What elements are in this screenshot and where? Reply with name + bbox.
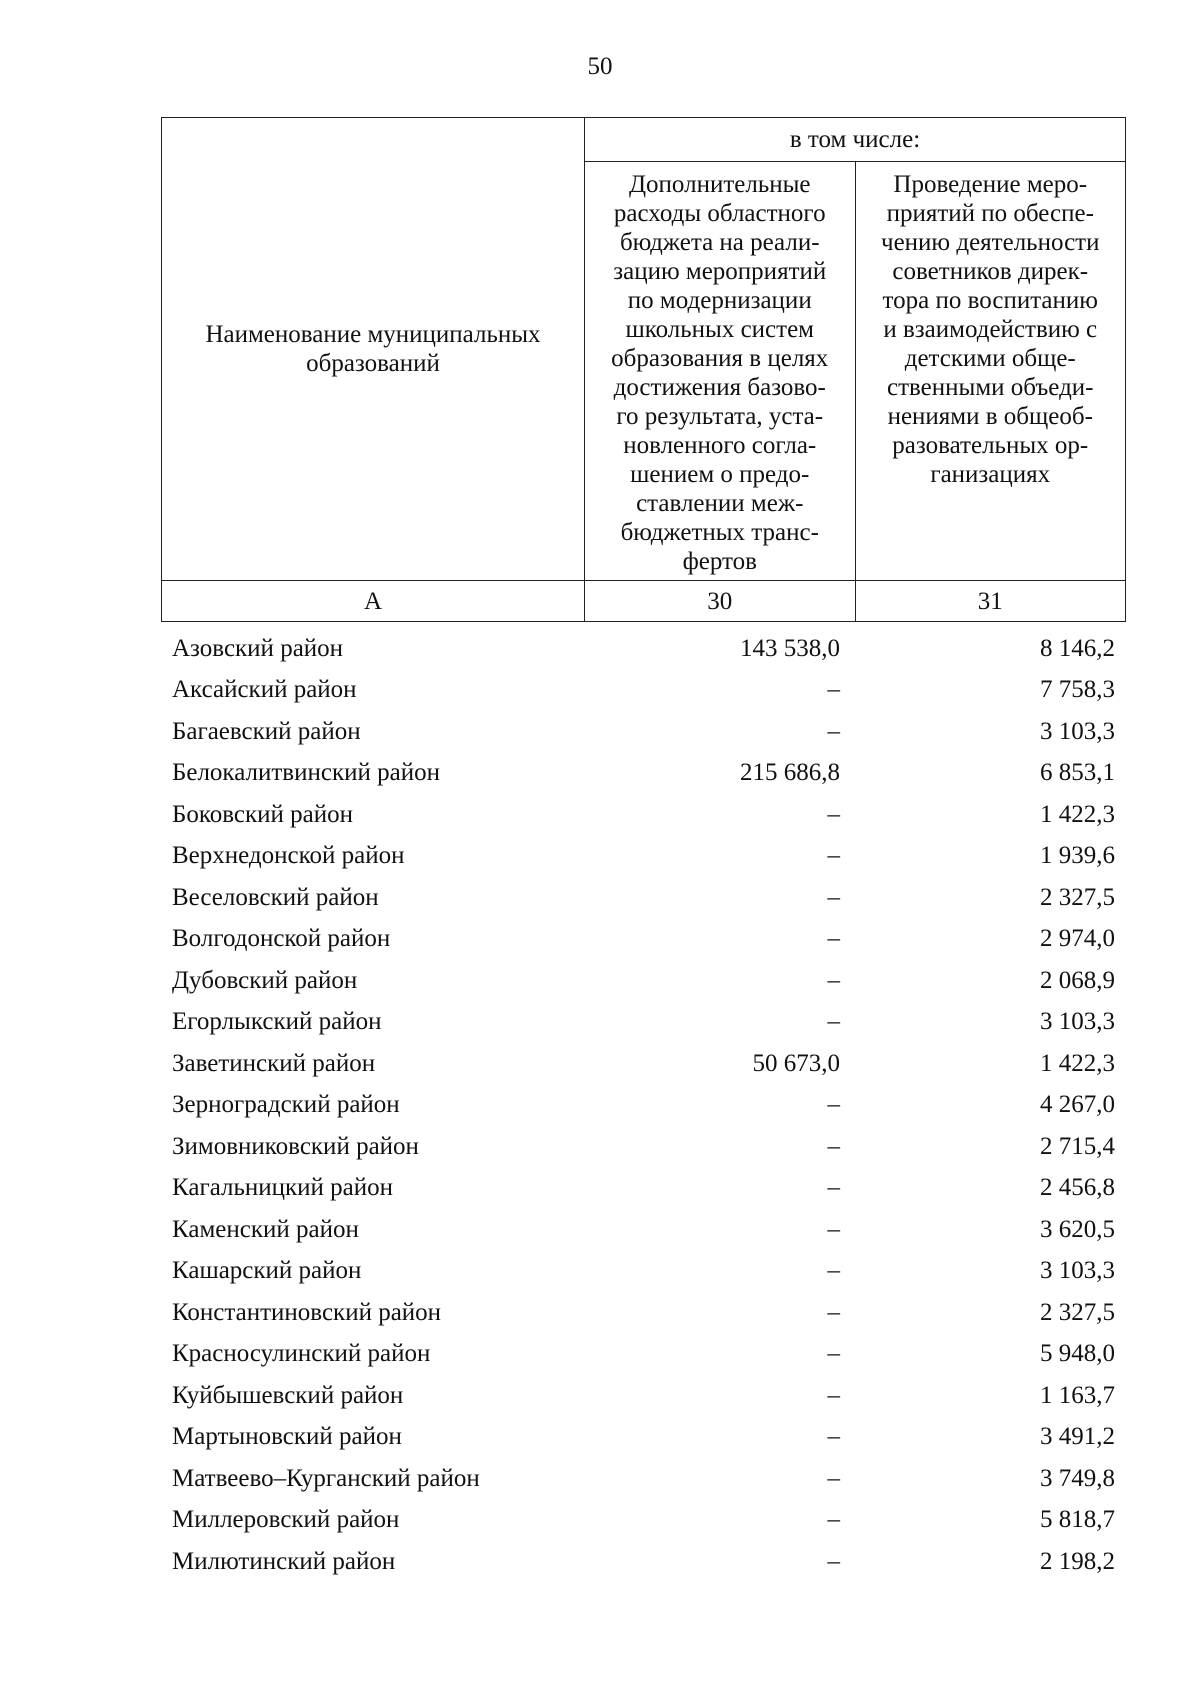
value-col-31: 2 327,5 [1040, 883, 1115, 911]
municipality-name: Миллеровский район [172, 1506, 400, 1534]
value-col-31: 3 491,2 [1040, 1423, 1115, 1451]
value-col-31: 1 939,6 [1040, 842, 1115, 870]
value-col-31: 5 948,0 [1040, 1340, 1115, 1368]
table-row [161, 960, 1126, 1002]
table-row [161, 670, 1126, 712]
value-col-30: – [827, 1132, 840, 1160]
municipality-name: Веселовский район [172, 883, 379, 911]
value-col-31: 4 267,0 [1040, 1091, 1115, 1119]
municipality-name: Заветинский район [172, 1049, 376, 1077]
table-row [161, 836, 1126, 878]
municipality-name: Аксайский район [172, 676, 357, 704]
value-col-30: – [827, 1174, 840, 1202]
value-col-30: – [827, 966, 840, 994]
table-row [161, 1417, 1126, 1459]
header-index-30: 30 [585, 581, 856, 622]
municipality-name: Боковский район [172, 800, 353, 828]
value-col-30: – [827, 883, 840, 911]
table-row [161, 1500, 1126, 1542]
value-col-31: 2 068,9 [1040, 966, 1115, 994]
table-row [161, 1043, 1126, 1085]
table-header [161, 117, 1126, 622]
value-col-31: 2 327,5 [1040, 1298, 1115, 1326]
value-col-30: – [827, 1464, 840, 1492]
value-col-31: 3 620,5 [1040, 1215, 1115, 1243]
header-municipality-name [162, 118, 585, 581]
value-col-31: 1 163,7 [1040, 1381, 1115, 1409]
table-row [161, 919, 1126, 961]
municipality-name: Багаевский район [172, 717, 361, 745]
header-index-a: А [162, 581, 585, 622]
table-row [161, 1085, 1126, 1127]
header-including: в том числе: [585, 118, 1126, 162]
table-row [161, 1458, 1126, 1500]
value-col-31: 1 422,3 [1040, 800, 1115, 828]
table-row [161, 1126, 1126, 1168]
table-row [161, 1251, 1126, 1293]
municipality-name: Волгодонской район [172, 925, 391, 953]
municipality-name: Зимовниковский район [172, 1132, 419, 1160]
value-col-30: – [827, 1381, 840, 1409]
value-col-30: 50 673,0 [752, 1049, 840, 1077]
value-col-31: 5 818,7 [1040, 1506, 1115, 1534]
table-row [161, 628, 1126, 670]
municipality-name: Егорлыкский район [172, 1008, 382, 1036]
municipality-name: Зерноградский район [172, 1091, 400, 1119]
value-col-30: 215 686,8 [740, 759, 840, 787]
municipality-name: Мартыновский район [172, 1423, 402, 1451]
municipality-name: Кагальницкий район [172, 1174, 394, 1202]
value-col-31: 2 198,2 [1040, 1547, 1115, 1575]
value-col-30: – [827, 842, 840, 870]
value-col-30: – [827, 717, 840, 745]
municipality-name: Куйбышевский район [172, 1381, 404, 1409]
table-row [161, 753, 1126, 795]
value-col-30: – [827, 676, 840, 704]
value-col-30: 143 538,0 [740, 634, 840, 662]
value-col-31: 2 715,4 [1040, 1132, 1115, 1160]
value-col-31: 8 146,2 [1040, 634, 1115, 662]
value-col-30: – [827, 1340, 840, 1368]
municipality-name: Матвеево–Курганский район [172, 1464, 480, 1492]
value-col-30: – [827, 1008, 840, 1036]
municipality-name: Верхнедонской район [172, 842, 405, 870]
municipality-name: Константиновский район [172, 1298, 442, 1326]
value-col-31: 3 103,3 [1040, 1008, 1115, 1036]
table-row [161, 1292, 1126, 1334]
municipality-name: Красносулинский район [172, 1340, 431, 1368]
header-municipality-name-text: Наименование муниципальных образований [205, 321, 541, 377]
municipality-name: Азовский район [172, 634, 344, 662]
header-col-30 [585, 162, 856, 581]
value-col-30: – [827, 1547, 840, 1575]
table-row [161, 1334, 1126, 1376]
table-row [161, 1002, 1126, 1044]
municipality-name: Каменский район [172, 1215, 359, 1243]
value-col-30: – [827, 800, 840, 828]
municipality-name: Милютинский район [172, 1547, 396, 1575]
header-col-31-text: Проведение меро- приятий по обеспе- чению деятельности советников дирек- тора по воспитанию и взаимодействию с детскими обще- ственными объеди- нениями в общеоб- разовательных ор- ганизациях [881, 171, 1100, 488]
table-row [161, 1541, 1126, 1583]
value-col-31: 3 749,8 [1040, 1464, 1115, 1492]
table-row [161, 877, 1126, 919]
value-col-31: 7 758,3 [1040, 676, 1115, 704]
table-row [161, 794, 1126, 836]
header-index-31: 31 [855, 581, 1126, 622]
value-col-31: 1 422,3 [1040, 1049, 1115, 1077]
value-col-30: – [827, 1298, 840, 1326]
value-col-30: – [827, 1423, 840, 1451]
value-col-30: – [827, 1506, 840, 1534]
value-col-30: – [827, 1091, 840, 1119]
table-row [161, 711, 1126, 753]
table-row [161, 1375, 1126, 1417]
municipality-name: Дубовский район [172, 966, 358, 994]
table-row [161, 1168, 1126, 1210]
municipality-name: Белокалитвинский район [172, 759, 440, 787]
value-col-30: – [827, 1215, 840, 1243]
value-col-31: 2 974,0 [1040, 925, 1115, 953]
value-col-31: 6 853,1 [1040, 759, 1115, 787]
value-col-31: 2 456,8 [1040, 1174, 1115, 1202]
table-row [161, 1209, 1126, 1251]
value-col-31: 3 103,3 [1040, 717, 1115, 745]
value-col-30: – [827, 1257, 840, 1285]
table-body [161, 628, 1126, 1583]
value-col-30: – [827, 925, 840, 953]
municipality-name: Кашарский район [172, 1257, 362, 1285]
header-col-30-text: Дополнительные расходы областного бюджета на реали- зацию мероприятий по модернизации школьных систем образования в целях достижения базово- го результата, уста- новленного согла- шением о предо- ставлении меж- бюджетных транс- фертов [611, 171, 829, 575]
header-col-31 [855, 162, 1126, 581]
value-col-31: 3 103,3 [1040, 1257, 1115, 1285]
page-number: 50 [587, 53, 613, 80]
